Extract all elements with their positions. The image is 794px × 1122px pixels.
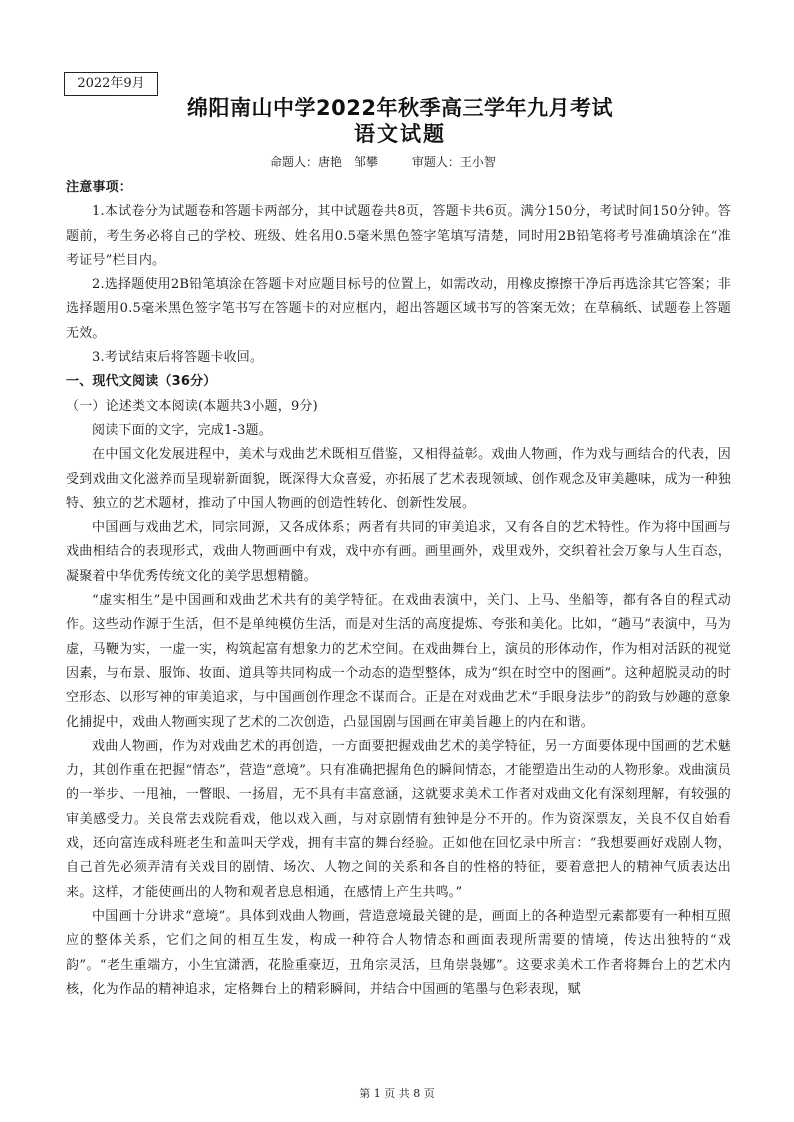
passage-paragraph: 戏曲人物画，作为对戏曲艺术的再创造，一方面要把握戏曲艺术的美学特征，另一方面要体现中国画的艺术魅力，其创作重在把握“情态”，营造“意境”。只有准确把握角色的瞬间情态，才能塑造出生动的人物形象。戏曲演员的一举步、一甩袖，一瞥眼、一扬眉，无不具有丰富意涵，这就要求美术工作者对戏曲文化有深刻理解，有较强的审美感受力。关良常去戏院看戏，他以戏入画，与对京剧情有独钟是分不开的。作为资深票友，关良不仅自始看戏，还向富连成科班老生和盖叫天学戏，拥有丰富的舞台经验。正如他在回忆录中所言：“我想要画好戏剧人物，自己首先必须弄清有关戏目的剧情、场次、人物之间的关系和各自的性格的特征，要着意把人的精神气质表达出来。这样，才能使画出的人物和观者息息相通，在感情上产生共鸣。” — [66, 738, 731, 900]
exam-title: 绵阳南山中学2022年秋季高三学年九月考试 — [187, 96, 613, 120]
reviewer-label: 审题人：王小智 — [411, 155, 496, 169]
exam-date-tag: 2022年9月 — [64, 72, 158, 96]
page-number: 第 1 页 共 8 页 — [359, 1087, 435, 1100]
passage-paragraph: 中国画十分讲求“意境”。具体到戏曲人物画，营造意境最关键的是，画面上的各种造型元素都要有一种相互照应的整体关系，它们之间的相互生发，构成一种符合人物情态和画面表现所需要的情境，传达出独特的“戏韵”。“老生重端方，小生宜潇洒，花脸重豪迈，丑角宗灵活，旦角崇袅娜”。这要求美术工作者将舞台上的艺术内核，化为作品的精神追求，定格舞台上的精彩瞬间，并结合中国画的笔墨与色彩表现，赋 — [66, 908, 731, 997]
subsection-heading: （一）论述类文本阅读(本题共3小题，9分) — [66, 398, 318, 414]
notice-item: 2.选择题使用2B铅笔填涂在答题卡对应题目标号的位置上，如需改动，用橡皮擦擦干净后再选涂其它答案；非选择题用0.5毫米黑色签字笔书写在答题卡的对应框内，超出答题区域书写的答案无效；在草稿纸、试题卷上答题无效。 — [66, 277, 731, 341]
exam-authors — [270, 153, 502, 170]
exam-subject-title: 语文试题 — [354, 122, 446, 146]
passage-paragraph: “虚实相生”是中国画和戏曲艺术共有的美学特征。在戏曲表演中，关门、上马、坐船等，都有各自的程式动作。这些动作源于生活，但不是单纯模仿生活，而是对生活的高度提炼、夸张和美化。比如，“趟马”表演中，马为虚，马鞭为实，一虚一实，构筑起富有想象力的艺术空间。在戏曲舞台上，演员的形体动作，作为相对活跃的视觉因素，与布景、服饰、妆面、道具等共同构成一个动态的造型整体，成为“织在时空中的图画”。这种超脱灵动的时空形态、以形写神的审美追求，与中国画创作理念不谋而合。正是在对戏曲艺术“手眼身法步”的韵致与妙趣的意象化捕捉中，戏曲人物画实现了艺术的二次创造，凸显国剧与国画在审美旨趣上的内在和谐。 — [66, 593, 731, 730]
passage-paragraph: 中国画与戏曲艺术，同宗同源，又各成体系；两者有共同的审美追求，又有各自的艺术特性。作为将中国画与戏曲相结合的表现形式，戏曲人物画画中有戏，戏中亦有画。画里画外，戏里戏外，交织着社会万象与人生百态，凝聚着中华优秀传统文化的美学思想精髓。 — [66, 520, 731, 584]
reading-instruction: 阅读下面的文字，完成1-3题。 — [92, 422, 272, 438]
passage-paragraph: 在中国文化发展进程中，美术与戏曲艺术既相互借鉴，又相得益彰。戏曲人物画，作为戏与画结合的代表，因受到戏曲文化滋养而呈现崭新面貌，既深得大众喜爱，亦拓展了艺术表现领域、创作观念及审美趣味，成为一种独特、独立的艺术题材，推动了中国人物画的创造性转化、创新性发展。 — [66, 447, 731, 511]
notice-heading: 注意事项： — [66, 180, 133, 195]
notice-item: 3.考试结束后将答题卡收回。 — [92, 350, 264, 366]
setters-label: 命题人：唐艳 邹攀 — [270, 155, 379, 169]
section-heading: 一、现代文阅读（36分） — [66, 374, 217, 390]
notice-item: 1.本试卷分为试题卷和答题卡两部分，其中试题卷共8页，答题卡共6页。满分150分，考试时间150分钟。答题前，考生务必将自己的学校、班级、姓名用0.5毫米黑色签字笔填写清楚，同时用2B铅笔将考号准确填涂在“准考证号”栏目内。 — [66, 204, 731, 268]
page-content — [66, 176, 731, 1002]
